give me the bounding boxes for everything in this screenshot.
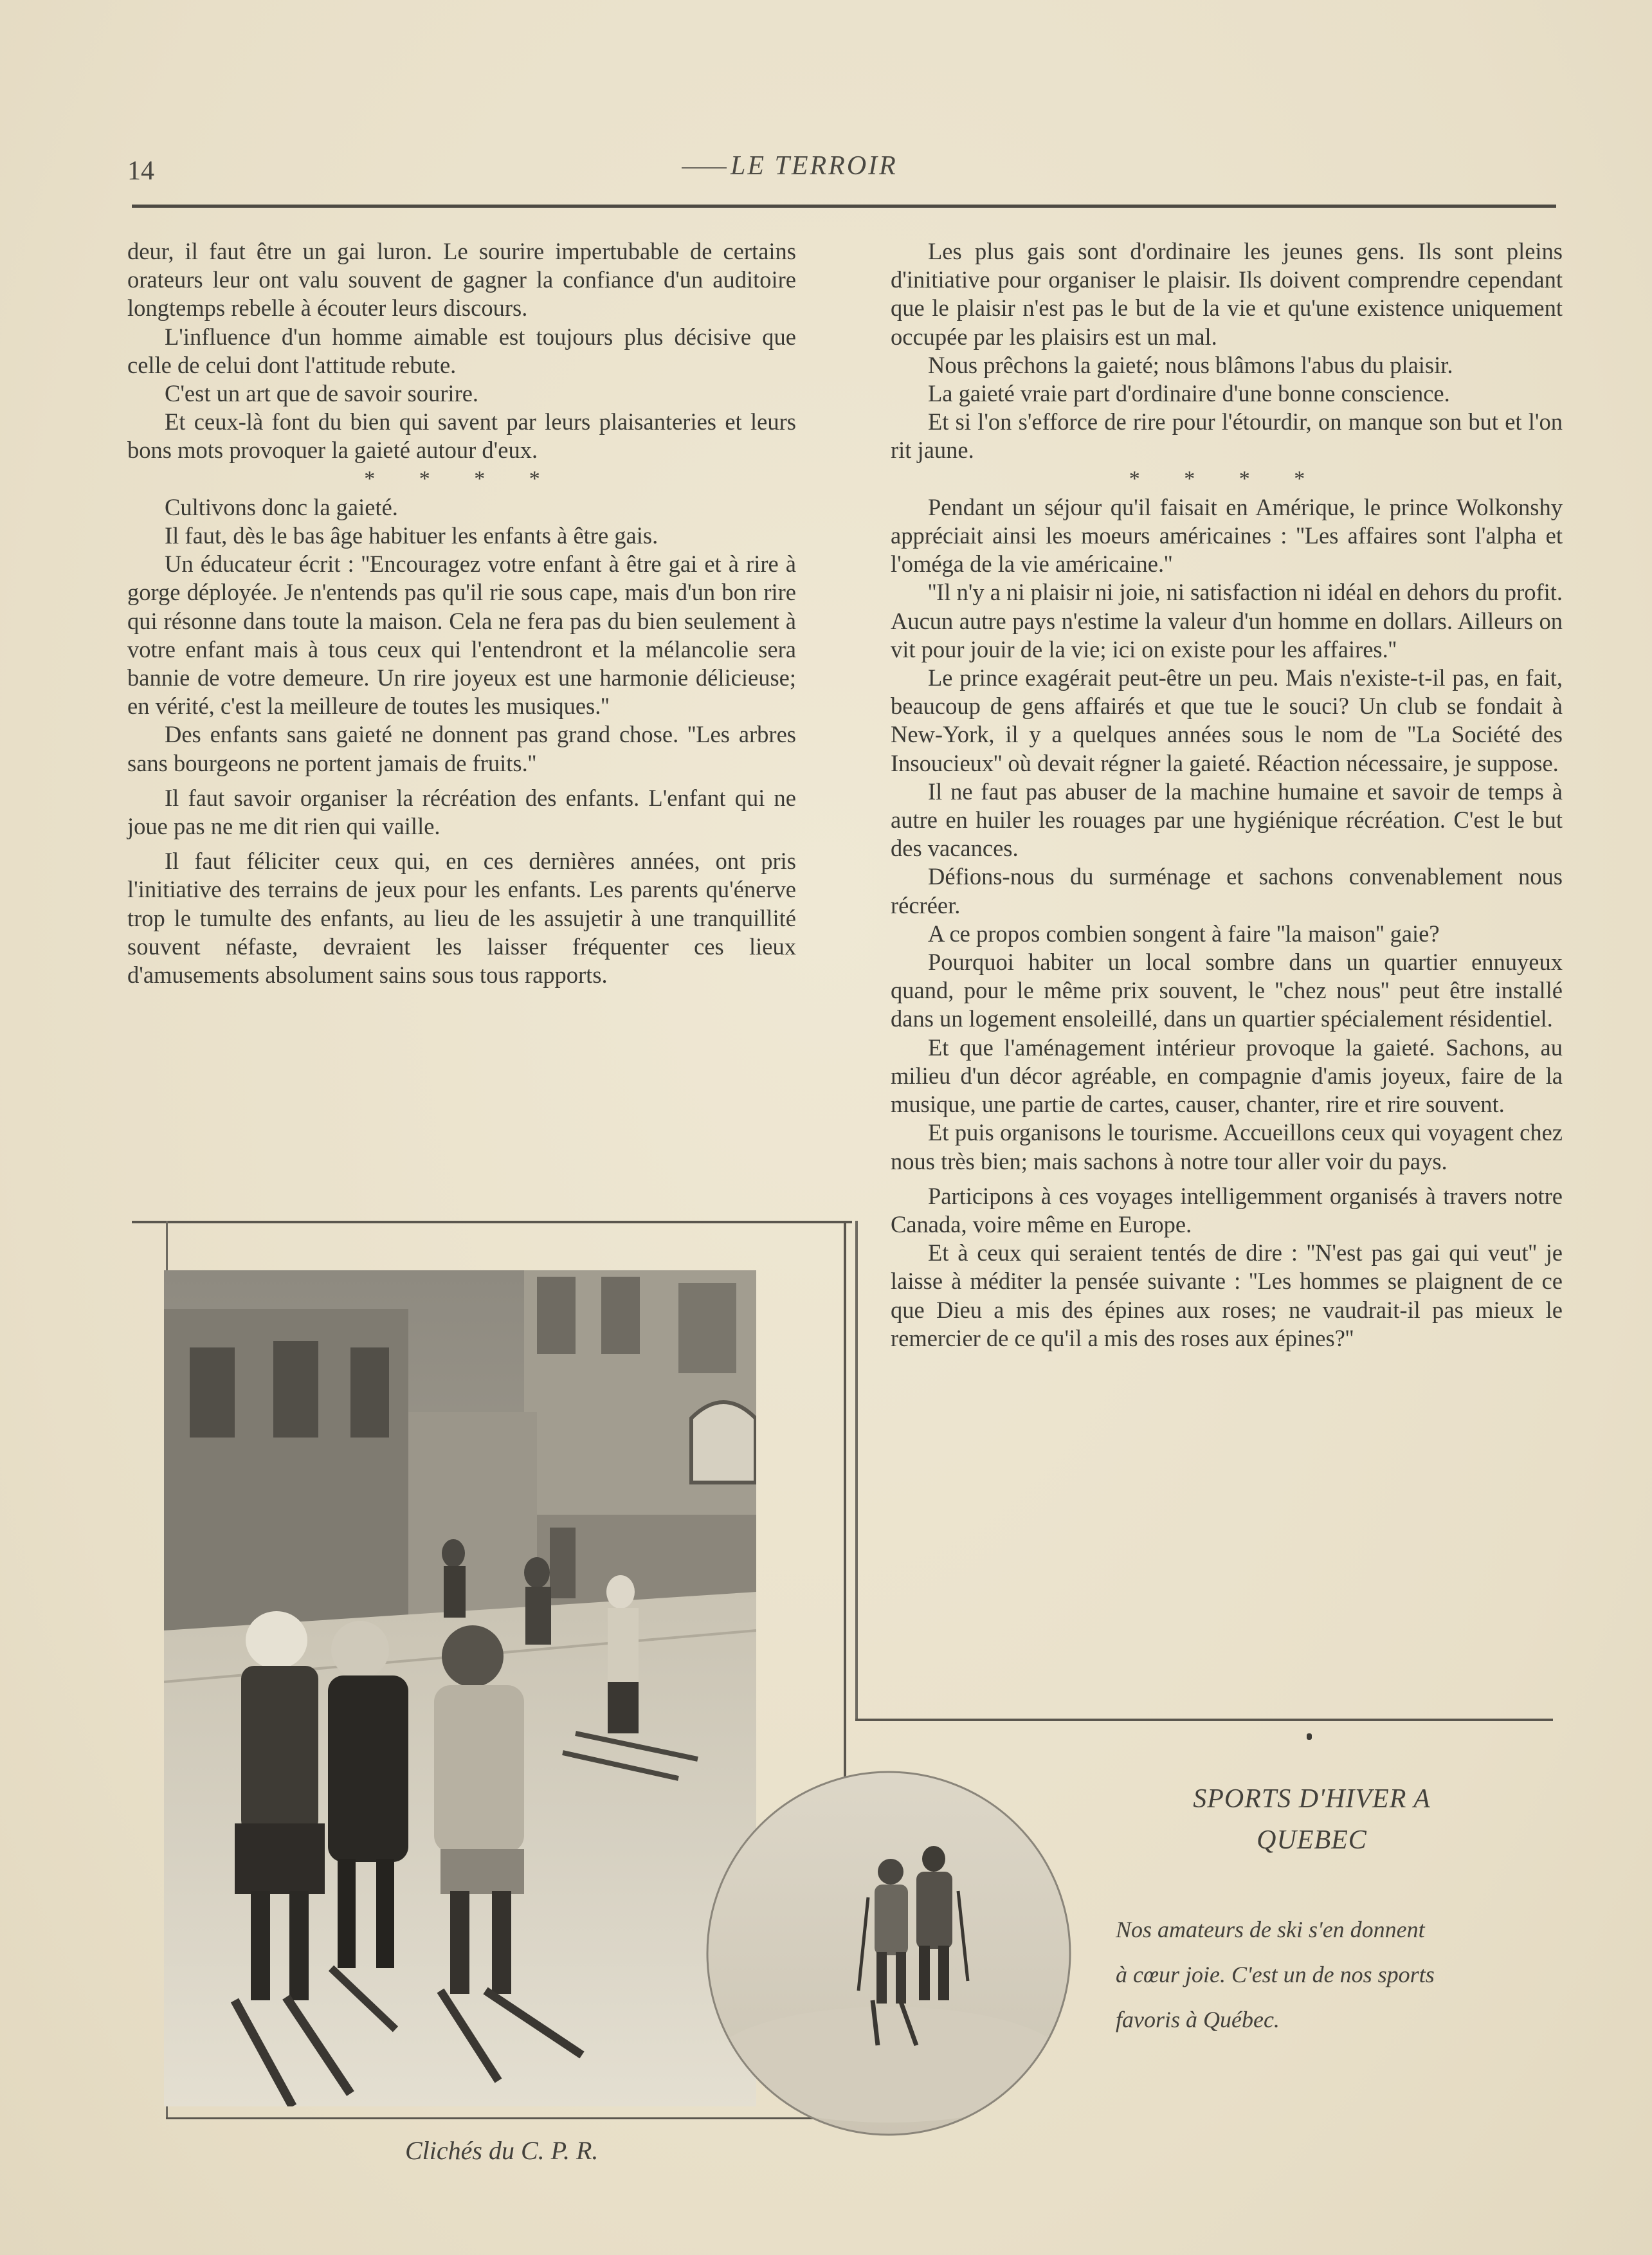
paragraph: Pourquoi habiter un local sombre dans un quartier ennuyeux quand, pour le même prix souvent, le ''chez nous'' peut être installé dans un logement ensoleillé, dans un quartier spécialement résidentiel. [891,949,1563,1032]
right-column-frame-rule [855,1221,858,1721]
photo-caption-body [1116,1907,1534,2042]
paragraph: Les plus gais sont d'ordinaire les jeunes gens. Ils sont pleins d'initiative pour organiser le plaisir. Ils doivent comprendre cependant que le plaisir n'est pas le but de la vie et qu'une existence uniquement occupée par les plaisirs est un mal. [891,238,1563,350]
paragraph: deur, il faut être un gai luron. Le sourire impertubable de certains orateurs leur ont valu souvent de gagner la confiance d'un auditoire longtemps rebelle à écouter leurs discours. [127,238,796,322]
right-text-column [891,237,1563,1353]
paragraph: La gaieté vraie part d'ordinaire d'une bonne conscience. [928,380,1450,407]
paragraph: Pendant un séjour qu'il faisait en Amérique, le prince Wolkonshy appréciait ainsi les moeurs américaines : ''Les affaires sont l'alpha et l'oméga de la vie américaine.'' [891,493,1563,578]
caption-title-line: QUEBEC [1257,1825,1367,1855]
paragraph: Un éducateur écrit : ''Encouragez votre enfant à être gai et à rire à gorge déployée. Je n'entends pas qu'il rie sous cape, mais d'un bon rire qui résonne dans toute la maison. Cela ne fera pas du bien seulement à votre enfant mais à tous ceux qui l'entendront et la mélancolie sera bannie de votre demeure. Un rire joyeux est une harmonie délicieuse; en vérité, c'est la meilleure de toutes les musiques.'' [127,551,796,720]
left-text-column [127,237,796,989]
paragraph: Des enfants sans gaieté ne donnent pas grand chose. ''Les arbres sans bourgeons ne portent jamais de fruits.'' [127,721,796,776]
photo-caption-title [1125,1778,1498,1861]
photo-credit: Clichés du C. P. R. [405,2136,599,2165]
paragraph: Et à ceux qui seraient tentés de dire : ''N'est pas gai qui veut'' je laisse à méditer la pensée suivante : ''Les hommes se plaignent de ce que Dieu a mis des épines aux roses; ne vaudrait-il pas mieux le remercier de ce qu'il a mis des roses aux épines?'' [891,1239,1563,1351]
paragraph: Il faut savoir organiser la récréation des enfants. L'enfant qui ne joue pas ne me dit rien qui vaille. [127,784,796,840]
section-separator: * * * * [364,466,559,491]
page-number: 14 [127,156,154,186]
skiing-children-photo [164,1270,756,2106]
paragraph: A ce propos combien songent à faire ''la maison'' gaie? [928,920,1440,947]
right-column-bottom-rule [855,1719,1553,1721]
paragraph: Et ceux-là font du bien qui savent par leurs plaisanteries et leurs bons mots provoquer la gaieté autour d'eux. [127,408,796,464]
paragraph: Il faut féliciter ceux qui, en ces dernières années, ont pris l'initiative des terrains de jeux pour les enfants. Les parents qu'énerve trop le tumulte des enfants, au lieu de les assujetir à une tranquillité souvent néfaste, devraient les laisser fréquenter ces lieux d'amusements absolument sains sous tous rapports. [127,848,796,989]
paragraph: Et que l'aménagement intérieur provoque la gaieté. Sachons, au milieu d'un décor agréable, en compagnie d'amis joyeux, faire de la musique, une partie de cartes, causer, chanter, rire et rire souvent. [891,1034,1563,1118]
paragraph: Nous prêchons la gaieté; nous blâmons l'abus du plaisir. [928,351,1453,378]
paragraph: ''Il n'y a ni plaisir ni joie, ni satisfaction ni idéal en dehors du profit. Aucun autre pays n'estime la valeur d'un homme en dollars. Ailleurs on vit pour jouir de la vie; ici on existe pour les affaires.'' [891,579,1563,662]
paragraph: Il ne faut pas abuser de la machine humaine et savoir de temps à autre en huiler les rouages par une hygiénique récréation. C'est le but des vacances. [891,778,1563,862]
paragraph: Il faut, dès le bas âge habituer les enfants à être gais. [165,522,658,549]
paragraph: Cultivons donc la gaieté. [165,493,398,520]
paragraph: C'est un art que de savoir sourire. [165,380,479,407]
caption-line: favoris à Québec. [1116,2007,1280,2032]
running-title-text: LE TERROIR [731,151,898,181]
paragraph: Le prince exagérait peut-être un peu. Mais n'existe-t-il pas, en fait, beaucoup de gens affairés et que tue le souci? Un club se fondait à New-York, il y a quelques années sous le nom de ''La Société des Insoucieux'' où devait régner la gaieté. Réaction nécessaire, je suppose. [891,664,1563,776]
ski-couple-round-photo [704,1769,1074,2139]
header-rule [132,205,1556,208]
ornament-dot [1307,1733,1312,1740]
paragraph: Participons à ces voyages intelligemment organisés à travers notre Canada, voire même en Europe. [891,1182,1563,1237]
paragraph: Et puis organisons le tourisme. Accueillons ceux qui voyagent chez nous très bien; mais sachons à notre tour aller voir du pays. [891,1119,1563,1174]
running-title [682,151,1016,181]
caption-line: Nos amateurs de ski s'en donnent [1116,1917,1425,1942]
paragraph: Défions-nous du surménage et sachons convenablement nous récréer. [891,863,1563,918]
photo-frame-top-rule [132,1221,852,1223]
caption-title-line: SPORTS D'HIVER A [1193,1784,1431,1814]
paragraph: L'influence d'un homme aimable est toujours plus décisive que celle de celui dont l'attitude rebute. [127,323,796,378]
title-leader-rule [682,167,727,169]
caption-line: à cœur joie. C'est un de nos sports [1116,1962,1435,1987]
section-separator: * * * * [1129,466,1325,491]
paragraph: Et si l'on s'efforce de rire pour l'étourdir, on manque son but et l'on rit jaune. [891,408,1563,464]
